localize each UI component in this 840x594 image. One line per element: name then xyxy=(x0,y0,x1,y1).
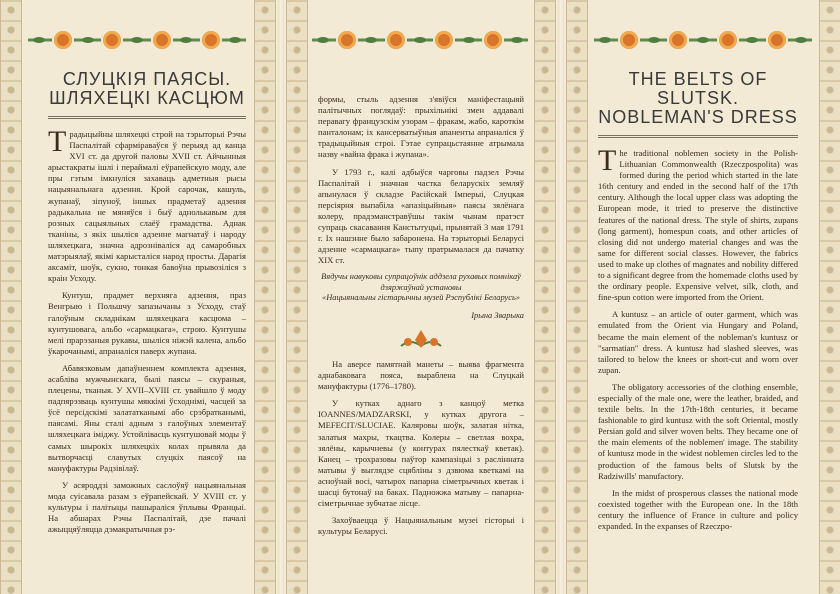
left-paragraph-1: Традыцыйны шляхецкі строй на тэрыторыі Рэчы Паспалітай сфарміраваўся ў перыяд ад канца XVI ст. да другой паловы XVII ст. Айчынныя арыстакраты ішлі і пераймалі еўрапейскую моду, але пры гэтым імкнуліся захаваць адметныя рысы нацыянальнага адзення. Крой сарочак, кашуль, жупанаў, зіпуноў, іншых прадметаў адзення радыкальна не мяняўся і быў аднолькавым для розных сацыяльных слаёў грамадства. Аднак тканіны, з якіх шыліся адзенне магнатаў і народу шляхецкага, значна адрозніваліся ад самаробных матэрыялаў, якімі карысталіся народ просты. Дарагія аксаміт, шоўк, сукно, тонкая бавоўна прывозіліся з краін Усходу. xyxy=(48,125,246,284)
right-title-line1: THE BELTS OF SLUTSK. xyxy=(628,69,768,108)
center-flower-ornament xyxy=(318,325,524,355)
border-strip-left xyxy=(0,0,22,594)
floral-ornament-middle xyxy=(312,18,528,62)
left-paragraph-3: Абавязковым дапаўненнем комплекта адзення, асабліва мужчынскага, былі паясы – скураныя, плецены, тканыя. У XVII–XVIII ст. увайшло ў моду падпярэзваць кунтушы мяккімі ўсходнімі, часцей за ўсё персідскімі залататканымі або срэбратканымі, паясамі. Яны сталі адным з галоўных элементаў шляхецкага іміджу. Устойлівасць кунтушовай моды ў самых шырокіх шляхецкіх колах прывяла да вытворчасці славутых слуцкіх паясоў на мануфактуры Радзівілаў. xyxy=(48,362,246,473)
border-strip-4 xyxy=(566,0,588,594)
middle-panel xyxy=(318,94,524,543)
quote-line-2: «Нацыянальны гістарычны музей Рэспублікі Беларусь» xyxy=(322,293,520,303)
left-title xyxy=(48,70,246,108)
right-paragraph-3: The obligatory accessories of the clothing ensemble, especially of the male one, were the leather, braided, and textile belts. In the 17th-18th centuries, it became fashionable to gird kuntusz with the soft Oriental, mostly Persian gold and silver woven belts. They became one of the main elements of the noblemen' image. The stability of kuntusz mode in the widest noblemen circles led to the production of the famous belts of Slutsk by the Radziwills' manufactory. xyxy=(598,381,798,481)
border-strip-3 xyxy=(534,0,556,594)
left-paragraph-2: Кунтуш, прадмет верхняга адзення, праз Венгрыю і Польшчу запазычаны з Усходу, стаў галоўным складнікам шляхецкага касцюма – кунтушовага, альбо «сармацкага», строю. Кунтушы мелі прарэзаныя рукавы, шыліся ніжэй калена, альбо ўкарочанымі, апраналіся паверх жупана. xyxy=(48,290,246,356)
flower-icon xyxy=(719,31,737,49)
fold-line-1 xyxy=(278,0,284,594)
floral-ornament-left xyxy=(28,18,246,62)
left-paragraph-4: У асяроддзі заможных саслоўяў нацыянальная мода суісавала разам з еўрапейскай. У XVIII ст. у культуры і палітыцы пашыраліся ўплывы Францыі. На абшарах Рэчы Паспалітай, дзе пачалі ажыццяўляцца дэмакратычныя рэ- xyxy=(48,479,246,535)
middle-paragraph-3: На аверсе памятнай манеты – выява фрагмента аднабаковага пояса, выраблена на Слуцкай мануфактуры (1776–1780). xyxy=(318,359,524,392)
title-rule xyxy=(48,116,246,119)
drop-cap: T xyxy=(598,144,617,177)
border-strip-2 xyxy=(286,0,308,594)
right-paragraph-1: The traditional noblemen society in the Polish-Lithuanian Commonwealth (Rzeczpospolita) was formed during the period which started in the late 16th century and ended in the second half of the 17th century. Although the local upper class was adopting the European mode, it tried to preserve the distinctive features of the national dress. The style of shirts, zupans (long garment), homespun coats, and other articles of closing did not undergo material changes and was the same for different social classes. However, the fabrics used to make up clothes of magnates and nobility differed to a significant degree from the homemade cloths used by the ordinary people. Expensive velvet, silk, cloth, and fine-spun cotton were imported from the Orient. xyxy=(598,144,798,303)
flower-icon xyxy=(153,31,171,49)
middle-paragraph-4: У кутках аднаго з канцоў метка IOANNES/MADZARSKI, у кутках другога – MEFECIT/SLUCIAE. Каляровы шоўк, залатая ніткa, залатыя махры, ткацтва. Колеры – светлая вохра, зялёны, карычневы (у контурах пялесткаў кветак). Канец – трохразовы паўтор кампазіцыі з раслінната матывы ў выглядзе сцябліны з дзвюма кветкамі на асноўнай восі, чатырох пaпарна сіметрычных кветак і шасці бутонаў на баках. Падножжа матыву – папарна-сіметрычнае зубчатае лісце. xyxy=(318,398,524,509)
drop-cap: Т xyxy=(48,125,67,158)
middle-paragraph-5: Захоўваецца ў Нацыянальным музеі гісторыі і культуры Беларусі. xyxy=(318,515,524,537)
flower-icon xyxy=(387,31,405,49)
middle-paragraph-1: формы, стыль адзення з'явіўся маніфестацыяй палітычных поглядаў: прыхільнікі змен аддавалі перавагу французскім узорам – фракам, жабо, кароткім панталонам; іх кансерватыўныя апаненты апраналіся ў традыцыйныя строі. Гэтае супрацьстаянне атрымала назву «вайна фрака і жупана». xyxy=(318,94,524,160)
border-strip-1 xyxy=(254,0,276,594)
floral-ornament-right xyxy=(594,18,812,62)
left-title-line1: СЛУЦКІЯ ПАЯСЫ. xyxy=(62,69,232,89)
quote-line-1: Вядучы навуковы супрацоўнік аддзела рухавых помнікаў дзяржаўнай установы xyxy=(321,272,521,292)
flower-icon xyxy=(103,31,121,49)
signature: Ірына Зварыка xyxy=(471,310,524,320)
left-panel xyxy=(48,70,246,541)
flower-icon xyxy=(338,31,356,49)
right-paragraph-4: In the midst of prosperous classes the national mode coexisted together with the European one. In the 18th century the influence of France in culture and policy expanded. In the expanses of Rzeczpo- xyxy=(598,487,798,531)
left-title-line2: ШЛЯХЕЦКІ КАСЦЮМ xyxy=(49,88,245,108)
quote-block xyxy=(318,272,524,321)
flower-icon xyxy=(768,31,786,49)
flower-icon xyxy=(669,31,687,49)
flower-icon xyxy=(435,31,453,49)
flower-icon xyxy=(620,31,638,49)
right-title xyxy=(598,70,798,127)
middle-paragraph-2: У 1793 г., калі адбыўся чарговы падзел Рэчы Паспалітай і значная частка беларускіх земляў апынулася ў складзе Расійскай Імперыі, Слуцкая персіярня выпабіла «апазіцыйныя» паясы зялёнага колеру, прадэманстравўшы такім чынам пратэст супраць скасавання Канстытуцыі, прынятай 3 мая 1791 г. Іх нашэнне было забаронена. На тэрыторыі Беларусі адзенне «сармацкага» тыпу пратрымалася да пачатку XIX ст. xyxy=(318,166,524,266)
right-title-line2: NOBLEMAN'S DRESS xyxy=(598,107,798,127)
fold-line-2 xyxy=(558,0,564,594)
right-paragraph-2: A kuntusz – an article of outer garment, which was emulated from the Orient via Hungary and Poland, became the main element of the nobleman's kuntusz or "sarmatian" dress. A kuntusz had slashed sleeves, was tailored to below the knees or short-cut and worn over zupan. xyxy=(598,309,798,375)
flower-icon xyxy=(54,31,72,49)
border-strip-right xyxy=(819,0,840,594)
flower-icon xyxy=(202,31,220,49)
tulip-icon xyxy=(396,326,446,354)
title-rule xyxy=(598,135,798,138)
right-panel xyxy=(598,70,798,538)
flower-icon xyxy=(484,31,502,49)
